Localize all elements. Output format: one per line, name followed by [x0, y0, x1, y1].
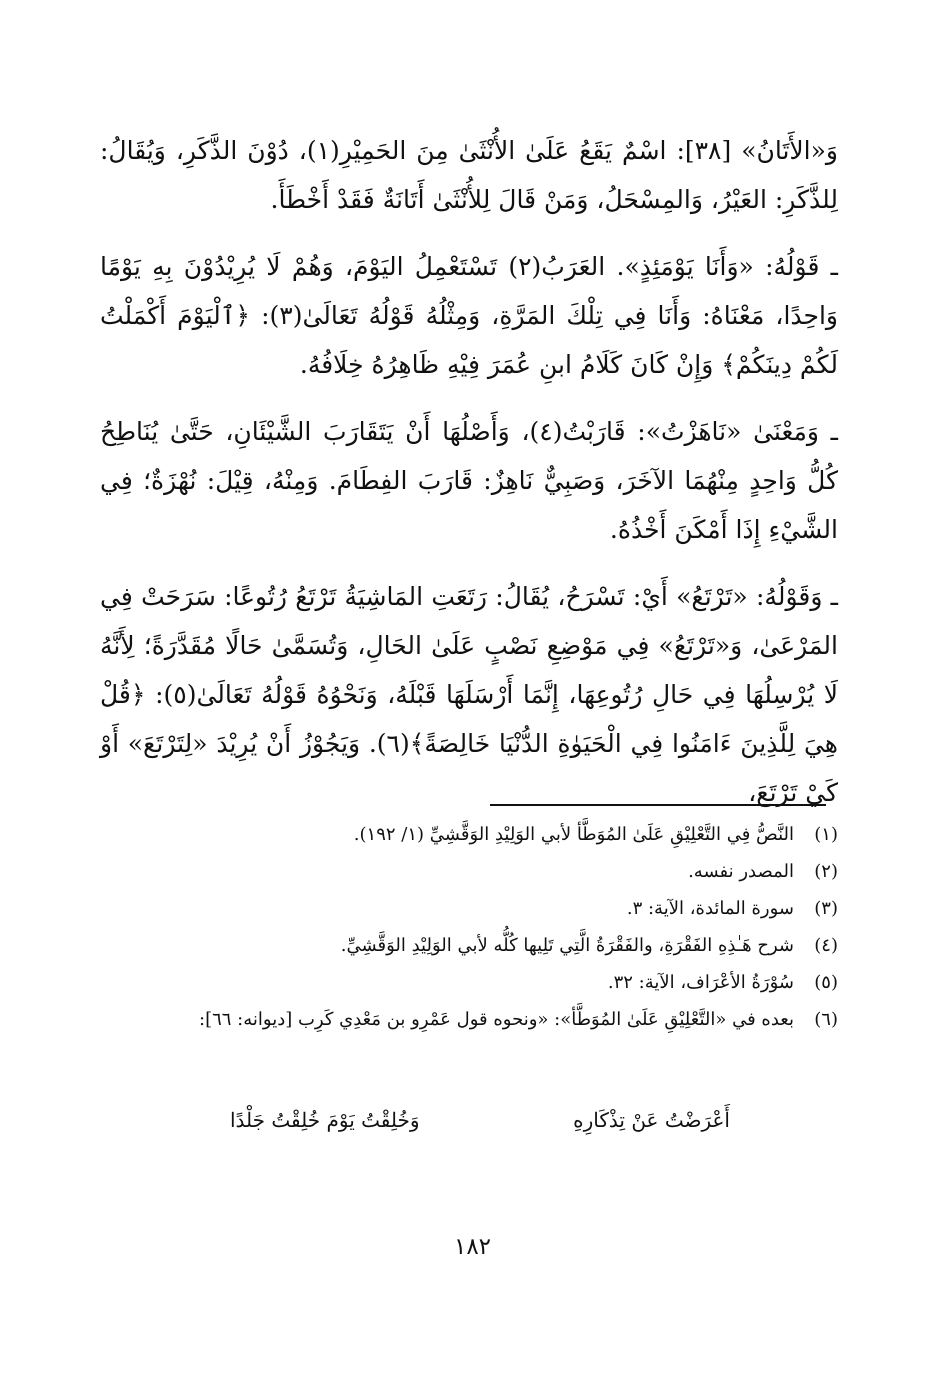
footnote-item [150, 824, 838, 845]
footnote-text: سُوْرَةُ الأعْرَاف، الآية: ٣٢. [607, 972, 794, 993]
paragraph-atan: وَ«الأَتَانُ» [٣٨]: اسْمٌ يَقَعُ عَلَىٰ الأُنْثَىٰ مِنَ الحَمِيْرِ(١)، دُوْنَ الذَّكَرِ، وَيُقَالُ: لِلذَّكَرِ: العَيْرُ، وَالمِسْحَلُ، وَمَنْ قَالَ لِلأُنْثَىٰ أَتَانَةٌ فَقَدْ أَخْطَأَ. [100, 136, 838, 214]
footnote-text: المصدر نفسه. [688, 861, 794, 882]
footnote-number: (٤) [814, 935, 838, 956]
footnote-text: النَّصُّ فِي التَّعْلِيْقِ عَلَىٰ المُوَطَّأ لأبي الوَلِيْدِ الوَقَّشِيِّ (١/ ١٩٢). [353, 824, 794, 845]
footnote-item [150, 898, 838, 919]
footnote-text: شرح هَـٰذِهِ الفَقْرَةِ، والفَقْرَةُ الَّتِي تَلِيها كُلُّه لأبي الوَلِيْدِ الوَقَّشِيِّ. [340, 935, 794, 956]
footnote-text: بعده في «التَّعْلِيْقِ عَلَىٰ المُوَطَّأ»: «ونحوه قول عَمْرِو بن مَعْدِي كَرِب [ديوانه: ٦٦]: [199, 1009, 794, 1030]
verse-second-hemistich: وَخُلِقْتُ يَوْمَ خُلِقْتُ جَلْدًا [230, 1108, 420, 1132]
footnote-number: (٢) [814, 861, 838, 882]
footnote-number: (٣) [814, 898, 838, 919]
footnote-item [150, 861, 838, 882]
poetry-verse [230, 1107, 730, 1133]
paragraph-nahaztu: ـ وَمَعْنَىٰ «نَاهَزْتُ»: قَارَبْتُ(٤)، وَأَصْلُهَا أَنْ يَتَقَارَبَ الشَّيْئَانِ، حَتَّىٰ يُنَاطِحُ كُلُّ وَاحِدٍ مِنْهُمَا الآخَرَ، وَصَبِيٌّ نَاهِزٌ: قَارَبَ الفِطَامَ. وَمِنْهُ، قِيْلَ: نُهْزَةٌ؛ فِي الشَّيْءِ إِذَا أَمْكَنَ أَخْذُهُ. [100, 417, 838, 544]
paragraph-tartau: ـ وَقَوْلُهُ: «تَرْتَعُ» أَيْ: تَسْرَحُ، يُقَالُ: رَتَعَتِ المَاشِيَةُ تَرْتَعُ رُتُوعًا: سَرَحَتْ فِي المَرْعَىٰ، وَ«تَرْتَعُ» فِي مَوْضِعِ نَصْبٍ عَلَىٰ الحَالِ، وَتُسَمَّىٰ حَالًا مُقَدَّرَةً؛ لِأَنَّهُ لَا يُرْسِلُهَا فِي حَالِ رُتُوعِهَا، إِنَّمَا أَرْسَلَهَا قَبْلَهُ، وَنَحْوُهُ قَوْلُهُ تَعَالَىٰ(٥): ﴿قُلْ هِيَ لِلَّذِينَ ءَامَنُوا فِي الْحَيَوٰةِ الدُّنْيَا خَالِصَةً﴾(٦). وَيَجُوْزُ أَنْ يُرِيْدَ «لِتَرْتَعَ» أَوْ كَيْ تَرْتَعَ، [100, 582, 839, 807]
footnote-number: (١) [814, 824, 838, 845]
footnote-item [150, 972, 838, 993]
main-text [100, 126, 838, 835]
footnote-item [150, 1009, 838, 1030]
footnote-item [150, 935, 838, 956]
footnotes [150, 824, 838, 1046]
verse-first-hemistich: أَعْرَضْتُ عَنْ تِذْكَارِهِ [573, 1108, 730, 1132]
footnote-number: (٥) [814, 972, 838, 993]
footnote-number: (٦) [814, 1009, 838, 1030]
footnote-text: سورة المائدة، الآية: ٣. [626, 898, 794, 919]
page-number: ١٨٢ [453, 1234, 492, 1260]
paragraph-yawmaidhin: ـ قَوْلُهُ: «وَأَنَا يَوْمَئِذٍ». العَرَبُ(٢) تَسْتَعْمِلُ اليَوْمَ، وَهُمْ لَا يُرِيْدُوْنَ بِهِ يَوْمًا وَاحِدًا، مَعْنَاهُ: وَأَنَا فِي تِلْكَ المَرَّةِ، وَمِثْلُهُ قَوْلُهُ تَعَالَىٰ(٣): ﴿ٱلْيَوْمَ أَكْمَلْتُ لَكُمْ دِينَكُمْ﴾ وَإِنْ كَانَ كَلَامُ ابنِ عُمَرَ فِيْهِ ظَاهِرُهُ خِلَافُهُ. [100, 252, 839, 379]
footnote-separator [490, 804, 826, 806]
